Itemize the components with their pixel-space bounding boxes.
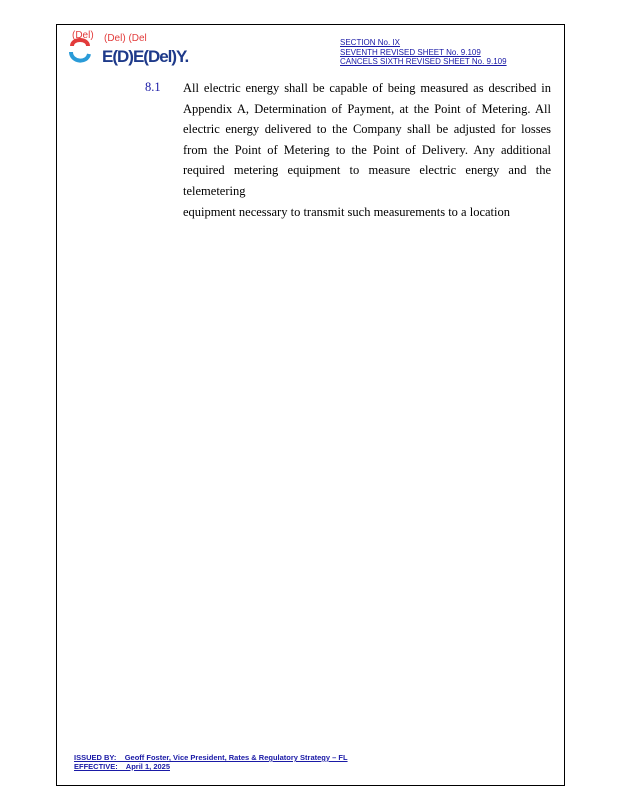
page-footer: [74, 753, 348, 771]
logo-tag-1: (Del): [72, 30, 94, 41]
logo-tag-2: (Del) (Del: [104, 33, 147, 44]
section-number: 8.1: [145, 80, 161, 94]
paragraph-main: All electric energy shall be capable of being measured as described in Appendix A, Determination of Payment, at the Point of Metering. All electric energy delivered to the Company shall be adjusted for losses from the Point of Metering to the Point of Delivery. Any additional required metering equipment to measure electric energy and the telemetering: [183, 81, 551, 198]
issued-by: ISSUED BY: Geoff Foster, Vice President, Rates & Regulatory Strategy – FL: [74, 753, 348, 762]
body-paragraph: [183, 78, 551, 222]
revised-sheet-label: SEVENTH REVISED SHEET No. 9.109: [340, 47, 481, 57]
section-label: SECTION No. IX: [340, 38, 401, 47]
cancels-sheet-label: CANCELS SIXTH REVISED SHEET No. 9.109: [340, 57, 507, 66]
effective-date: EFFECTIVE: April 1, 2025: [74, 762, 170, 771]
paragraph-last-line: equipment necessary to transmit such measurements to a location: [183, 204, 510, 219]
company-logo: [68, 30, 189, 70]
sheet-header: [340, 38, 507, 67]
logo-wordmark: E(D)E(Del)Y.: [102, 47, 189, 66]
